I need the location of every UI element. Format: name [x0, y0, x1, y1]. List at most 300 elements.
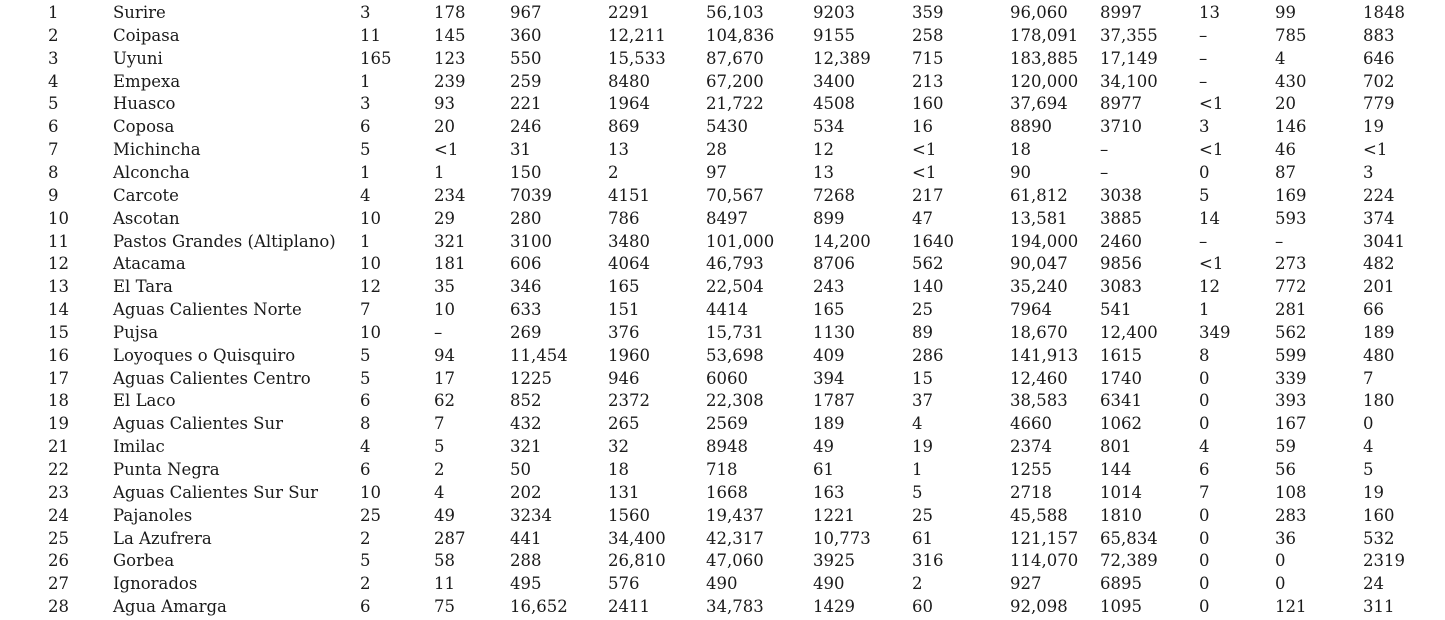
value-cell: 1787 — [813, 391, 855, 411]
value-cell: 35,240 — [1010, 277, 1068, 297]
value-cell: 217 — [912, 185, 944, 205]
row-number-cell: 19 — [48, 414, 69, 434]
value-cell: 280 — [510, 208, 542, 228]
salar-name-cell: Aguas Calientes Norte — [113, 300, 302, 320]
value-cell: 38,583 — [1010, 391, 1068, 411]
value-cell: 15 — [912, 368, 933, 388]
value-cell: 4660 — [1010, 414, 1052, 434]
value-cell: 1062 — [1100, 414, 1142, 434]
value-cell: 10 — [434, 300, 455, 320]
value-cell: 202 — [510, 482, 542, 502]
value-cell: 1 — [1199, 300, 1210, 320]
value-cell: 606 — [510, 254, 542, 274]
table-row — [0, 115, 1445, 138]
value-cell: – — [1100, 140, 1109, 160]
value-cell: 36 — [1275, 528, 1296, 548]
salar-name-cell: Surire — [113, 3, 166, 22]
value-cell: 6060 — [706, 368, 748, 388]
value-cell: 21,722 — [706, 94, 764, 114]
value-cell: – — [1199, 25, 1208, 45]
value-cell: 56 — [1275, 460, 1296, 479]
salar-name-cell: Punta Negra — [113, 460, 220, 479]
value-cell: 283 — [1275, 505, 1307, 525]
value-cell: 141,913 — [1010, 345, 1079, 365]
value-cell: 13,581 — [1010, 208, 1068, 228]
value-cell: 104,836 — [706, 25, 775, 45]
value-cell: 183,885 — [1010, 48, 1079, 68]
value-cell: 108 — [1275, 482, 1307, 502]
value-cell: 19 — [1363, 117, 1384, 137]
value-cell: 60 — [912, 597, 933, 617]
value-cell: 90 — [1010, 162, 1031, 182]
salar-name-cell: Pajanoles — [113, 505, 193, 525]
value-cell: 90,047 — [1010, 254, 1068, 274]
salar-name-cell: Imilac — [113, 437, 165, 457]
value-cell: 62 — [434, 391, 455, 411]
value-cell: 646 — [1363, 48, 1395, 68]
salar-name-cell: Aguas Calientes Centro — [113, 368, 311, 388]
value-cell: 13 — [608, 140, 629, 160]
value-cell: 18 — [608, 460, 629, 479]
value-cell: 66 — [1363, 300, 1384, 320]
value-cell: 11 — [360, 25, 381, 45]
value-cell: 65,834 — [1100, 528, 1158, 548]
value-cell: 169 — [1275, 185, 1307, 205]
value-cell: 1255 — [1010, 460, 1052, 479]
salar-name-cell: El Laco — [113, 391, 176, 411]
value-cell: 12 — [360, 277, 381, 297]
value-cell: 89 — [912, 322, 933, 342]
value-cell: <1 — [1199, 254, 1224, 274]
value-cell: 8890 — [1010, 117, 1052, 137]
value-cell: 97 — [706, 162, 727, 182]
value-cell: 163 — [813, 482, 845, 502]
value-cell: 346 — [510, 277, 542, 297]
value-cell: 1740 — [1100, 368, 1142, 388]
value-cell: 34,783 — [706, 597, 764, 617]
row-number-cell: 5 — [48, 94, 59, 114]
row-number-cell: 25 — [48, 528, 69, 548]
value-cell: 3 — [360, 94, 371, 114]
value-cell: 576 — [608, 574, 640, 594]
value-cell: 1095 — [1100, 597, 1142, 617]
value-cell: 22,504 — [706, 277, 764, 297]
value-cell: 189 — [1363, 322, 1395, 342]
value-cell: 3041 — [1363, 231, 1405, 251]
value-cell: 45,588 — [1010, 505, 1068, 525]
value-cell: 140 — [912, 277, 944, 297]
row-number-cell: 6 — [48, 117, 59, 137]
value-cell: 96,060 — [1010, 3, 1068, 22]
value-cell: 376 — [608, 322, 640, 342]
salar-name-cell: Empexa — [113, 71, 181, 91]
value-cell: 123 — [434, 48, 466, 68]
value-cell: 145 — [434, 25, 466, 45]
value-cell: 541 — [1100, 300, 1132, 320]
value-cell: 6 — [360, 460, 371, 479]
value-cell: 234 — [434, 185, 466, 205]
value-cell: 6895 — [1100, 574, 1142, 594]
value-cell: 3400 — [813, 71, 855, 91]
value-cell: 1810 — [1100, 505, 1142, 525]
row-number-cell: 13 — [48, 277, 69, 297]
value-cell: 3 — [360, 3, 371, 22]
value-cell: 269 — [510, 322, 542, 342]
row-number-cell: 17 — [48, 368, 69, 388]
value-cell: 11 — [434, 574, 455, 594]
value-cell: 10 — [360, 322, 381, 342]
value-cell: 7 — [360, 300, 371, 320]
value-cell: 8706 — [813, 254, 855, 274]
row-number-cell: 23 — [48, 482, 69, 502]
value-cell: 0 — [1199, 574, 1210, 594]
value-cell: 259 — [510, 71, 542, 91]
value-cell: 10 — [360, 482, 381, 502]
value-cell: 495 — [510, 574, 542, 594]
row-number-cell: 11 — [48, 231, 69, 251]
value-cell: 16,652 — [510, 597, 568, 617]
value-cell: 2372 — [608, 391, 650, 411]
value-cell: 181 — [434, 254, 466, 274]
value-cell: 3 — [1363, 162, 1374, 182]
value-cell: 0 — [1199, 162, 1210, 182]
value-cell: 480 — [1363, 345, 1395, 365]
value-cell: 17 — [434, 368, 455, 388]
value-cell: 562 — [1275, 322, 1307, 342]
salar-name-cell: Coposa — [113, 117, 175, 137]
value-cell: 47,060 — [706, 551, 764, 571]
value-cell: 150 — [510, 162, 542, 182]
value-cell: 12,460 — [1010, 368, 1068, 388]
value-cell: 9203 — [813, 3, 855, 22]
value-cell: 3480 — [608, 231, 650, 251]
salar-name-cell: Aguas Calientes Sur — [113, 414, 283, 434]
value-cell: 4508 — [813, 94, 855, 114]
value-cell: 2 — [608, 162, 619, 182]
value-cell: 927 — [1010, 574, 1042, 594]
value-cell: 482 — [1363, 254, 1395, 274]
value-cell: 311 — [1363, 597, 1395, 617]
value-cell: 2319 — [1363, 551, 1405, 571]
value-cell: 2291 — [608, 3, 650, 22]
value-cell: 12,211 — [608, 25, 666, 45]
value-cell: 0 — [1363, 414, 1374, 434]
row-number-cell: 26 — [48, 551, 69, 571]
value-cell: 5 — [912, 482, 923, 502]
value-cell: 2460 — [1100, 231, 1142, 251]
value-cell: 8948 — [706, 437, 748, 457]
salar-name-cell: Pastos Grandes (Altiplano) — [113, 231, 336, 251]
row-number-cell: 16 — [48, 345, 69, 365]
salar-name-cell: Ascotan — [113, 208, 180, 228]
value-cell: 339 — [1275, 368, 1307, 388]
value-cell: 239 — [434, 71, 466, 91]
value-cell: 1 — [360, 231, 371, 251]
value-cell: 37,355 — [1100, 25, 1158, 45]
value-cell: 0 — [1199, 597, 1210, 617]
value-cell: 5 — [360, 345, 371, 365]
value-cell: 286 — [912, 345, 944, 365]
value-cell: 490 — [813, 574, 845, 594]
value-cell: 4 — [360, 185, 371, 205]
value-cell: 1130 — [813, 322, 855, 342]
value-cell: 47 — [912, 208, 933, 228]
value-cell: 10 — [360, 208, 381, 228]
value-cell: 899 — [813, 208, 845, 228]
salar-name-cell: Pujsa — [113, 322, 159, 342]
value-cell: 94 — [434, 345, 455, 365]
value-cell: 1848 — [1363, 3, 1405, 22]
table-row — [0, 230, 1445, 253]
value-cell: 59 — [1275, 437, 1296, 457]
salar-name-cell: Michincha — [113, 140, 201, 160]
table-row — [0, 70, 1445, 93]
value-cell: 883 — [1363, 25, 1395, 45]
value-cell: 189 — [813, 414, 845, 434]
value-cell: 1964 — [608, 94, 650, 114]
table-row — [0, 435, 1445, 458]
value-cell: 3100 — [510, 231, 552, 251]
value-cell: 288 — [510, 551, 542, 571]
value-cell: 58 — [434, 551, 455, 571]
value-cell: 6 — [1199, 460, 1210, 479]
value-cell: 0 — [1199, 391, 1210, 411]
value-cell: 18 — [1010, 140, 1031, 160]
table-row — [0, 481, 1445, 504]
table-row — [0, 207, 1445, 230]
value-cell: 24 — [1363, 574, 1384, 594]
row-number-cell: 1 — [48, 3, 59, 22]
value-cell: 1429 — [813, 597, 855, 617]
row-number-cell: 7 — [48, 140, 59, 160]
value-cell: 258 — [912, 25, 944, 45]
value-cell: 213 — [912, 71, 944, 91]
value-cell: 409 — [813, 345, 845, 365]
value-cell: 10 — [360, 254, 381, 274]
value-cell: 4 — [434, 482, 445, 502]
value-cell: 1615 — [1100, 345, 1142, 365]
value-cell: 61,812 — [1010, 185, 1068, 205]
value-cell: 87,670 — [706, 48, 764, 68]
salar-name-cell: Ignorados — [113, 574, 198, 594]
value-cell: 14 — [1199, 208, 1220, 228]
value-cell: 7 — [434, 414, 445, 434]
table-row — [0, 1, 1445, 24]
row-number-cell: 8 — [48, 162, 59, 182]
table-row — [0, 367, 1445, 390]
value-cell: – — [1199, 231, 1208, 251]
value-cell: 430 — [1275, 71, 1307, 91]
value-cell: 8 — [1199, 345, 1210, 365]
value-cell: 70,567 — [706, 185, 764, 205]
value-cell: 946 — [608, 368, 640, 388]
value-cell: 17,149 — [1100, 48, 1158, 68]
value-cell: 2569 — [706, 414, 748, 434]
table-row — [0, 161, 1445, 184]
value-cell: 146 — [1275, 117, 1307, 137]
value-cell: 0 — [1199, 505, 1210, 525]
value-cell: 550 — [510, 48, 542, 68]
table-row — [0, 24, 1445, 47]
value-cell: – — [434, 322, 443, 342]
value-cell: 967 — [510, 3, 542, 22]
value-cell: 7 — [1363, 368, 1374, 388]
value-cell: 2 — [434, 460, 445, 479]
salar-name-cell: La Azufrera — [113, 528, 212, 548]
value-cell: 1960 — [608, 345, 650, 365]
value-cell: 12 — [1199, 277, 1220, 297]
value-cell: 5 — [1199, 185, 1210, 205]
value-cell: 13 — [1199, 3, 1220, 22]
value-cell: 49 — [434, 505, 455, 525]
value-cell: 3234 — [510, 505, 552, 525]
value-cell: 61 — [912, 528, 933, 548]
value-cell: 243 — [813, 277, 845, 297]
value-cell: 349 — [1199, 322, 1231, 342]
value-cell: 273 — [1275, 254, 1307, 274]
value-cell: 8480 — [608, 71, 650, 91]
value-cell: – — [1100, 162, 1109, 182]
value-cell: 0 — [1199, 414, 1210, 434]
value-cell: 5 — [360, 551, 371, 571]
value-cell: <1 — [1199, 94, 1224, 114]
value-cell: – — [1275, 231, 1284, 251]
table-row — [0, 344, 1445, 367]
value-cell: 56,103 — [706, 3, 764, 22]
value-cell: 178 — [434, 3, 466, 22]
table-row — [0, 275, 1445, 298]
value-cell: 0 — [1275, 551, 1286, 571]
value-cell: 3038 — [1100, 185, 1142, 205]
value-cell: 0 — [1275, 574, 1286, 594]
value-cell: 321 — [434, 231, 466, 251]
value-cell: 8497 — [706, 208, 748, 228]
value-cell: 779 — [1363, 94, 1395, 114]
value-cell: 4 — [1275, 48, 1286, 68]
value-cell: 441 — [510, 528, 542, 548]
value-cell: 194,000 — [1010, 231, 1079, 251]
value-cell: 1640 — [912, 231, 954, 251]
value-cell: 72,389 — [1100, 551, 1158, 571]
value-cell: 53,698 — [706, 345, 764, 365]
value-cell: 50 — [510, 460, 531, 479]
value-cell: 28 — [706, 140, 727, 160]
table-row — [0, 572, 1445, 595]
value-cell: 35 — [434, 277, 455, 297]
value-cell: 160 — [1363, 505, 1395, 525]
value-cell: 14,200 — [813, 231, 871, 251]
value-cell: 6 — [360, 597, 371, 617]
value-cell: 25 — [360, 505, 381, 525]
value-cell: 715 — [912, 48, 944, 68]
value-cell: 4 — [912, 414, 923, 434]
value-cell: 0 — [1199, 551, 1210, 571]
salar-name-cell: Atacama — [113, 254, 186, 274]
value-cell: 120,000 — [1010, 71, 1079, 91]
value-cell: 599 — [1275, 345, 1307, 365]
value-cell: 224 — [1363, 185, 1395, 205]
row-number-cell: 15 — [48, 322, 69, 342]
value-cell: 12 — [813, 140, 834, 160]
value-cell: 7 — [1199, 482, 1210, 502]
table-row — [0, 549, 1445, 572]
value-cell: 4 — [1363, 437, 1374, 457]
value-cell: 0 — [1199, 528, 1210, 548]
value-cell: 9856 — [1100, 254, 1142, 274]
value-cell: 8 — [360, 414, 371, 434]
row-number-cell: 9 — [48, 185, 59, 205]
value-cell: 15,533 — [608, 48, 666, 68]
value-cell: 374 — [1363, 208, 1395, 228]
value-cell: 718 — [706, 460, 738, 479]
row-number-cell: 14 — [48, 300, 69, 320]
value-cell: 1668 — [706, 482, 748, 502]
salar-name-cell: Coipasa — [113, 25, 180, 45]
value-cell: 321 — [510, 437, 542, 457]
value-cell: 61 — [813, 460, 834, 479]
value-cell: 221 — [510, 94, 542, 114]
value-cell: 360 — [510, 25, 542, 45]
value-cell: 786 — [608, 208, 640, 228]
value-cell: 101,000 — [706, 231, 775, 251]
value-cell: 532 — [1363, 528, 1395, 548]
row-number-cell: 12 — [48, 254, 69, 274]
value-cell: 42,317 — [706, 528, 764, 548]
value-cell: 10,773 — [813, 528, 871, 548]
value-cell: 46,793 — [706, 254, 764, 274]
value-cell: 316 — [912, 551, 944, 571]
table-row — [0, 92, 1445, 115]
value-cell: 1 — [434, 162, 445, 182]
value-cell: 201 — [1363, 277, 1395, 297]
value-cell: 2718 — [1010, 482, 1052, 502]
value-cell: 92,098 — [1010, 597, 1068, 617]
value-cell: <1 — [1199, 140, 1224, 160]
value-cell: 3083 — [1100, 277, 1142, 297]
value-cell: 75 — [434, 597, 455, 617]
salar-name-cell: Huasco — [113, 94, 176, 114]
value-cell: 1 — [912, 460, 923, 479]
salar-name-cell: Carcote — [113, 185, 179, 205]
salar-name-cell: Uyuni — [113, 48, 163, 68]
value-cell: 3885 — [1100, 208, 1142, 228]
value-cell: 3710 — [1100, 117, 1142, 137]
row-number-cell: 28 — [48, 597, 69, 617]
value-cell: 121 — [1275, 597, 1307, 617]
table-row — [0, 184, 1445, 207]
value-cell: 5430 — [706, 117, 748, 137]
value-cell: 114,070 — [1010, 551, 1079, 571]
value-cell: 25 — [912, 300, 933, 320]
value-cell: 1 — [360, 71, 371, 91]
value-cell: 0 — [1199, 368, 1210, 388]
value-cell: 7268 — [813, 185, 855, 205]
value-cell: 11,454 — [510, 345, 568, 365]
value-cell: 25 — [912, 505, 933, 525]
table-row — [0, 389, 1445, 412]
value-cell: 4 — [360, 437, 371, 457]
value-cell: 29 — [434, 208, 455, 228]
value-cell: 281 — [1275, 300, 1307, 320]
row-number-cell: 10 — [48, 208, 69, 228]
value-cell: <1 — [434, 140, 459, 160]
row-number-cell: 27 — [48, 574, 69, 594]
value-cell: 8997 — [1100, 3, 1142, 22]
value-cell: 93 — [434, 94, 455, 114]
value-cell: <1 — [912, 140, 937, 160]
value-cell: 167 — [1275, 414, 1307, 434]
value-cell: 31 — [510, 140, 531, 160]
